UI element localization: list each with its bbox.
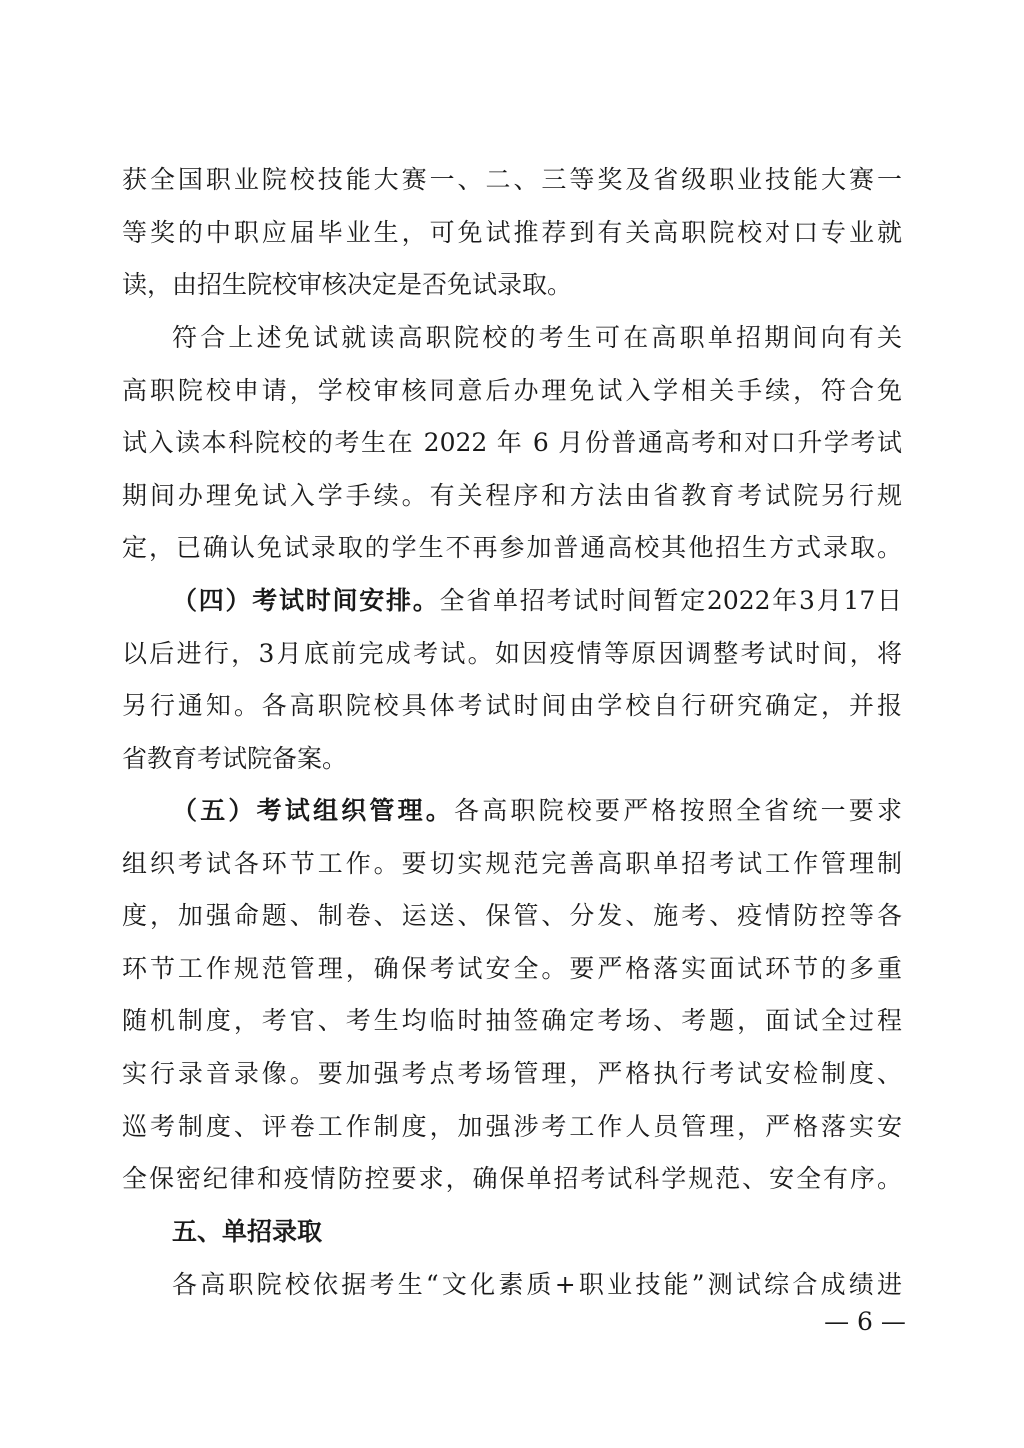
text-line: 环节工作规范管理，确保考试安全。要严格落实面试环节的多重	[122, 953, 902, 983]
section-heading-block	[122, 1206, 902, 1259]
page-number: — 6 —	[824, 1307, 906, 1336]
paragraph-exam-schedule	[122, 575, 902, 785]
text-line: 随机制度，考官、考生均临时抽签确定考场、考题，面试全过程	[122, 1006, 902, 1036]
paragraph-exam-management	[122, 785, 902, 1206]
text-line: 高职院校申请，学校审核同意后办理免试入学相关手续，符合免	[122, 375, 902, 405]
text-line: 以后进行，3月底前完成考试。如因疫情等原因调整考试时间，将	[122, 638, 902, 668]
text-span: 各高职院校要严格按照全省统一要求	[454, 796, 902, 825]
text-line: 全保密纪律和疫情防控要求，确保单招考试科学规范、安全有序。	[122, 1164, 902, 1194]
subsection-heading: （四）考试时间安排。	[172, 586, 440, 615]
text-line: 另行通知。各高职院校具体考试时间由学校自行研究确定，并报	[122, 691, 902, 721]
text-line: 省教育考试院备案。	[122, 743, 348, 773]
paragraph-exemption-procedure	[122, 312, 902, 575]
text-line: 实行录音录像。要加强考点考场管理，严格执行考试安检制度、	[122, 1058, 902, 1088]
text-line	[122, 785, 902, 838]
text-line: 各高职院校依据考生“文化素质+职业技能”测试综合成绩进	[172, 1270, 902, 1299]
text-line: 等奖的中职应届毕业生，可免试推荐到有关高职院校对口专业就	[122, 217, 902, 247]
text-line: 巡考制度、评卷工作制度，加强涉考工作人员管理，严格落实安	[122, 1111, 902, 1141]
text-line: 读，由招生院校审核决定是否免试录取。	[122, 270, 573, 300]
text-line: 组织考试各环节工作。要切实规范完善高职单招考试工作管理制	[122, 848, 902, 878]
paragraph-admission	[122, 1259, 902, 1312]
text-line: 期间办理免试入学手续。有关程序和方法由省教育考试院另行规	[122, 480, 902, 510]
text-line: 获全国职业院校技能大赛一、二、三等奖及省级职业技能大赛一	[122, 165, 902, 194]
text-line: 试入读本科院校的考生在 2022 年 6 月份普通高考和对口升学考试	[122, 428, 902, 458]
subsection-heading: （五）考试组织管理。	[172, 796, 454, 825]
text-line	[122, 575, 902, 628]
text-line: 度，加强命题、制卷、运送、保管、分发、施考、疫情防控等各	[122, 901, 902, 931]
text-span: 全省单招考试时间暂定2022年3月17日	[439, 586, 902, 615]
text-line: 符合上述免试就读高职院校的考生可在高职单招期间向有关	[172, 323, 902, 352]
text-line: 定，已确认免试录取的学生不再参加普通高校其他招生方式录取。	[122, 533, 902, 563]
section-heading: 五、单招录取	[172, 1217, 323, 1246]
paragraph-continuation	[122, 154, 902, 312]
